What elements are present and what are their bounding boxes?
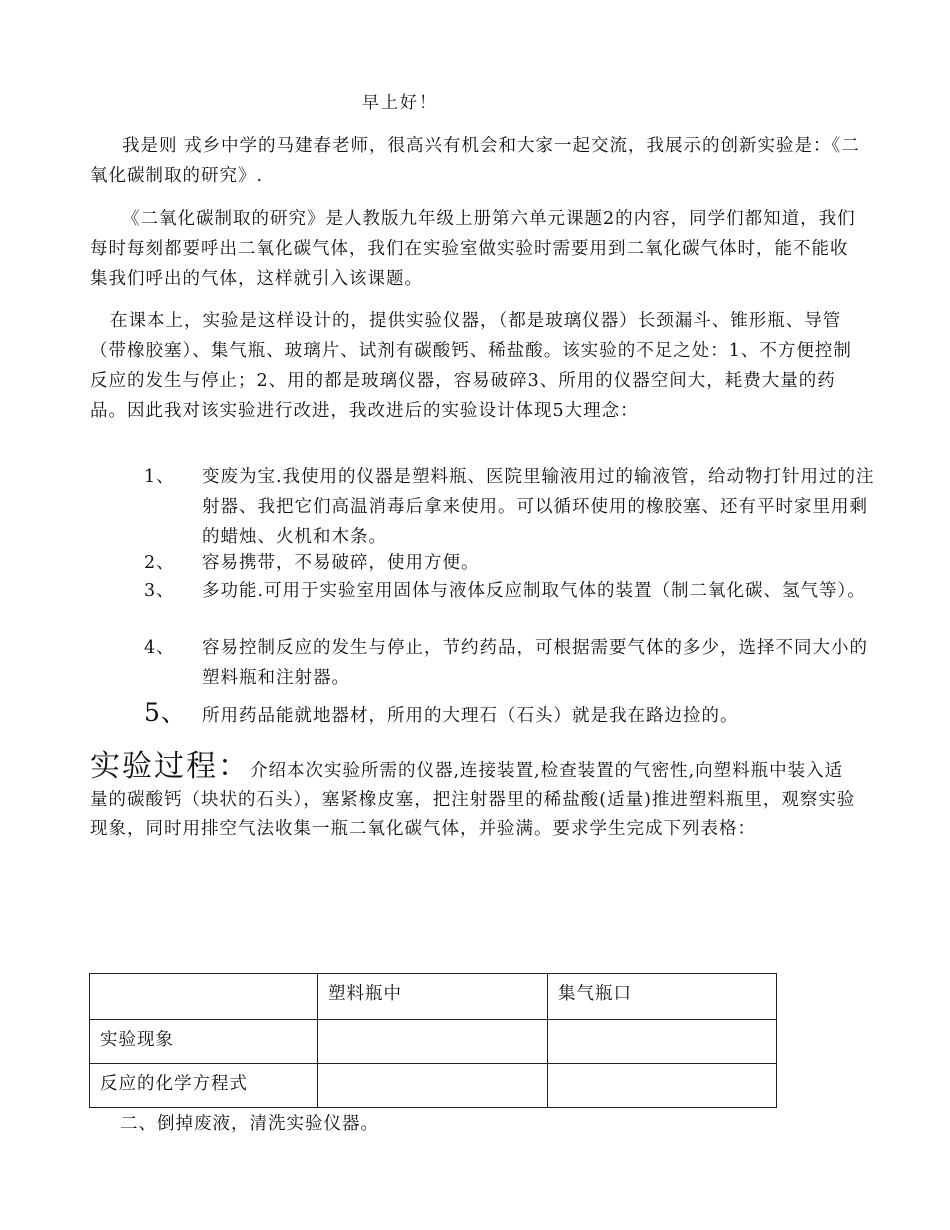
principle-text: 变废为宝.我使用的仪器是塑料瓶、医院里输液用过的输液管，给动物打针用过的注射器、我把它们高温消毒后拿来使用。可以循环使用的橡胶塞、还有平时家里用剩的蜡烛、火机和木条。 [202, 467, 875, 547]
principle-number: 5、 [144, 698, 187, 727]
experiment-table [89, 973, 777, 1108]
principle-text: 所用药品能就地器材，所用的大理石（石头）就是我在路边捡的。 [202, 706, 739, 726]
table-row [90, 1064, 777, 1108]
principle-number: 3、 [144, 581, 175, 601]
table-cell [318, 1064, 548, 1108]
intro-paragraph [90, 131, 860, 191]
process-paragraph [90, 749, 860, 844]
table-header-row [90, 974, 777, 1020]
table-cell [318, 1020, 548, 1064]
table-cell: 集气瓶口 [548, 974, 777, 1020]
principle-text: 容易控制反应的发生与停止，节约药品，可根据需要气体的多少，选择不同大小的塑料瓶和注射器。 [202, 638, 868, 688]
table-cell [548, 1020, 777, 1064]
table-cell [90, 974, 318, 1020]
background-text: 《二氧化碳制取的研究》是人教版九年级上册第六单元课题2的内容，同学们都知道，我们每时每刻都要呼出二氧化碳气体，我们在实验室做实验时需要用到二氧化碳气体时，能不能收集我们呼出的气体，这样就引入该课题。 [90, 209, 856, 289]
principle-text: 多功能.可用于实验室用固体与液体反应制取气体的装置（制二氧化碳、氢气等）。 [202, 581, 866, 601]
textbook-paragraph [90, 306, 860, 426]
principle-number: 1、 [144, 467, 175, 487]
table-cell: 实验现象 [90, 1020, 318, 1064]
textbook-text: 在课本上，实验是这样设计的，提供实验仪器，（都是玻璃仪器）长颈漏斗、锥形瓶、导管（带橡胶塞）、集气瓶、玻璃片、试剂有碳酸钙、稀盐酸。该实验的不足之处：1、不方便控制反应的发生与停止；2、用的都是玻璃仪器，容易破碎3、所用的仪器空间大，耗费大量的药品。因此我对该实验进行改进，我改进后的实验设计体现5大理念： [90, 311, 852, 421]
process-heading: 实验过程： [90, 749, 250, 784]
background-paragraph [90, 204, 860, 294]
principle-text: 容易携带，不易破碎，使用方便。 [202, 553, 480, 573]
table-cell [548, 1064, 777, 1108]
principle-number: 2、 [144, 553, 175, 573]
table-cell: 反应的化学方程式 [90, 1064, 318, 1108]
greeting: 早上好！ [362, 93, 438, 113]
table-cell: 塑料瓶中 [318, 974, 548, 1020]
table-row [90, 1020, 777, 1064]
process-text: 介绍本次实验所需的仪器,连接装置,检查装置的气密性,向塑料瓶中装入适量的碳酸钙（块状的石头），塞紧橡皮塞，把注射器里的稀盐酸(适量)推进塑料瓶里，观察实验现象，同时用排空气法收集一瓶二氧化碳气体，并验满。要求学生完成下列表格： [90, 761, 856, 839]
intro-text: 我是则 戎乡中学的马建春老师，很高兴有机会和大家一起交流，我展示的创新实验是：《二氧化碳制取的研究》. [90, 136, 860, 186]
footer-text: 二、倒掉废液，清洗实验仪器。 [120, 1114, 379, 1134]
principle-number: 4、 [144, 638, 175, 658]
